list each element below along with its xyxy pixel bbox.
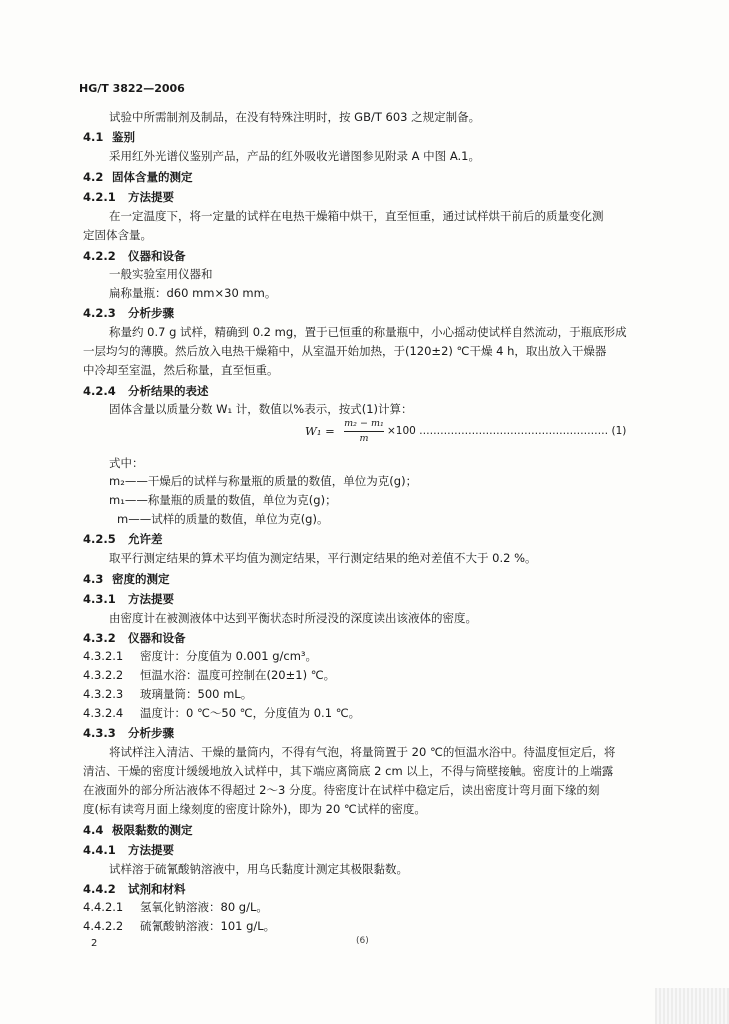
section-4-3-3-number: 4.3.3 [83, 726, 116, 740]
paragraph-line: 清洁、干燥的密度计缓缓地放入试样中，其下端应离筒底 2 cm 以上，不得与筒壁接触。密度计的上端露 [83, 764, 614, 778]
paragraph-line: 扁称量瓶：d60 mm×30 mm。 [109, 286, 277, 300]
section-4-2-2-title: 仪器和设备 [128, 249, 186, 263]
section-4-2-3-number: 4.2.3 [83, 306, 116, 320]
section-4-4-2-number: 4.4.2 [83, 882, 116, 896]
paragraph-line: 一层均匀的薄膜。然后放入电热干燥箱中，从室温开始加热，于(120±2) ℃干燥 4 h，取出放入干燥器 [83, 344, 607, 358]
section-4-2-4-title: 分析结果的表述 [128, 384, 209, 398]
item-number: 4.4.2.2 [83, 919, 124, 933]
section-4-3-2-number: 4.3.2 [83, 631, 116, 645]
formula-denominator: m [359, 433, 369, 444]
section-4-2-number: 4.2 [83, 170, 104, 184]
item-text: 玻璃量筒：500 mL。 [140, 687, 253, 701]
formula-numerator: m₂ − m₁ [344, 418, 384, 429]
section-4-2-4-number: 4.2.4 [83, 384, 116, 398]
formula-lhs: W₁ = [305, 424, 335, 438]
variable-definition: m₁——称量瓶的质量的数值，单位为克(g)； [109, 493, 337, 507]
paragraph-line: 取平行测定结果的算术平均值为测定结果，平行测定结果的绝对差值不大于 0.2 %。 [109, 551, 537, 565]
section-4-3-2-title: 仪器和设备 [128, 631, 186, 645]
section-4-3-title: 密度的测定 [112, 572, 170, 586]
section-4-3-1-title: 方法提要 [128, 592, 174, 606]
section-4-4-2-title: 试剂和材料 [128, 882, 186, 896]
item-number: 4.3.2.3 [83, 687, 124, 701]
scan-artifact [655, 988, 729, 1024]
item-text: 硫氰酸钠溶液：101 g/L。 [140, 919, 276, 933]
formula-fraction [344, 418, 384, 445]
section-4-3-number: 4.3 [83, 572, 104, 586]
variable-definition: m₂——干燥后的试样与称量瓶的质量的数值，单位为克(g)； [109, 474, 418, 488]
standard-code-header: HG/T 3822—2006 [79, 82, 185, 95]
section-4-2-1-number: 4.2.1 [83, 190, 116, 204]
item-number: 4.3.2.2 [83, 668, 124, 682]
section-4-2-title: 固体含量的测定 [112, 170, 193, 184]
paragraph-line: 度(标有读弯月面上缘刻度的密度计除外)，即为 20 ℃试样的密度。 [83, 802, 426, 816]
fraction-bar [344, 431, 384, 432]
footer-center-mark: (6) [356, 936, 369, 946]
section-4-4-1-number: 4.4.1 [83, 843, 116, 857]
paragraph-line: 一般实验室用仪器和 [109, 267, 213, 281]
section-4-1-title: 鉴别 [112, 130, 135, 144]
item-number: 4.3.2.1 [83, 649, 124, 663]
section-4-4-1-title: 方法提要 [128, 843, 174, 857]
paragraph-line: 在一定温度下，将一定量的试样在电热干燥箱中烘干，直至恒重，通过试样烘干前后的质量变化测 [109, 209, 604, 223]
item-number: 4.4.2.1 [83, 900, 124, 914]
formula-rhs: ×100 ……………………………………………… (1) [387, 425, 627, 437]
paragraph-line: 中冷却至室温，然后称量，直至恒重。 [83, 363, 279, 377]
paragraph-line: 定固体含量。 [83, 228, 152, 242]
page-number: 2 [91, 938, 98, 949]
section-4-3-1-number: 4.3.1 [83, 592, 116, 606]
item-text: 氢氧化钠溶液：80 g/L。 [140, 900, 268, 914]
variable-definition: m——试样的质量的数值，单位为克(g)。 [117, 512, 329, 526]
section-4-2-5-title: 允许差 [128, 532, 163, 546]
intro-paragraph: 试验中所需制剂及制品，在没有特殊注明时，按 GB/T 603 之规定制备。 [109, 110, 481, 124]
item-text: 密度计：分度值为 0.001 g/cm³。 [140, 649, 318, 663]
paragraph-line: 称量约 0.7 g 试样，精确到 0.2 mg，置于已恒重的称量瓶中，小心摇动使试样自然流动，于瓶底形成 [109, 325, 627, 339]
paragraph-line: 在液面外的部分所沾液体不得超过 2～3 分度。待密度计在试样中稳定后，读出密度计弯月面下缘的刻 [83, 783, 600, 797]
item-number: 4.3.2.4 [83, 706, 124, 720]
paragraph-line: 由密度计在被测液体中达到平衡状态时所浸没的深度读出该液体的密度。 [109, 611, 477, 625]
item-text: 温度计：0 ℃～50 ℃，分度值为 0.1 ℃。 [140, 706, 361, 720]
section-4-4-title: 极限黏数的测定 [112, 823, 193, 837]
section-4-2-2-number: 4.2.2 [83, 249, 116, 263]
where-label: 式中： [109, 456, 144, 470]
section-4-3-3-title: 分析步骤 [128, 726, 174, 740]
section-4-1-number: 4.1 [83, 130, 104, 144]
paragraph-line: 固体含量以质量分数 W₁ 计，数值以%表示，按式(1)计算： [109, 402, 413, 416]
paragraph-line: 将试样注入清洁、干燥的量筒内，不得有气泡，将量筒置于 20 ℃的恒温水浴中。待温度恒定后，将 [109, 745, 616, 759]
section-4-1-body: 采用红外光谱仪鉴别产品，产品的红外吸收光谱图参见附录 A 中图 A.1。 [109, 149, 480, 163]
section-4-2-1-title: 方法提要 [128, 190, 174, 204]
item-text: 恒温水浴：温度可控制在(20±1) ℃。 [140, 668, 336, 682]
section-4-2-3-title: 分析步骤 [128, 306, 174, 320]
section-4-2-5-number: 4.2.5 [83, 532, 116, 546]
paragraph-line: 试样溶于硫氰酸钠溶液中，用乌氏黏度计测定其极限黏数。 [109, 862, 408, 876]
section-4-4-number: 4.4 [83, 823, 104, 837]
